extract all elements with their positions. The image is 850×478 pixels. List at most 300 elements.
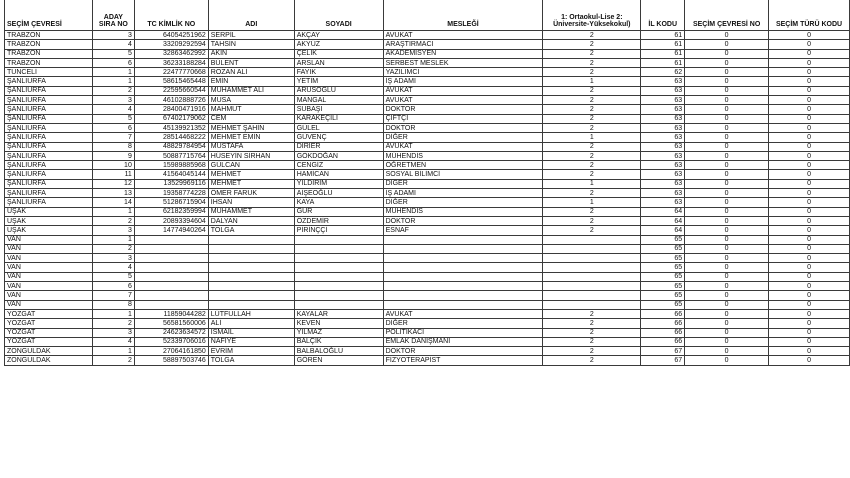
cell-ogrenim[interactable]: 2 [543, 68, 641, 77]
cell-secim-cevresi-no[interactable]: 0 [685, 151, 769, 160]
cell-aday-sira-no[interactable]: 3 [92, 328, 134, 337]
cell-secim-turu-kodu[interactable]: 0 [769, 207, 850, 216]
cell-aday-sira-no[interactable]: 11 [92, 170, 134, 179]
cell-adi[interactable]: MEHMET [208, 179, 294, 188]
header-secim-cevresi-no[interactable]: SEÇİM ÇEVRESİ NO [685, 0, 769, 31]
cell-tc-kimlik-no[interactable]: 67402179062 [134, 114, 208, 123]
cell-il-kodu[interactable]: 64 [641, 207, 685, 216]
cell-ogrenim[interactable]: 2 [543, 86, 641, 95]
cell-ogrenim[interactable] [543, 272, 641, 281]
cell-soyadi[interactable]: ARSLAN [294, 58, 383, 67]
cell-il-kodu[interactable]: 65 [641, 282, 685, 291]
cell-secim-cevresi[interactable]: TRABZON [5, 31, 93, 40]
cell-aday-sira-no[interactable]: 1 [92, 77, 134, 86]
cell-secim-cevresi[interactable]: VAN [5, 263, 93, 272]
cell-meslegi[interactable]: DİĞER [383, 179, 543, 188]
cell-secim-cevresi-no[interactable]: 0 [685, 263, 769, 272]
cell-secim-turu-kodu[interactable]: 0 [769, 86, 850, 95]
cell-secim-turu-kodu[interactable]: 0 [769, 319, 850, 328]
cell-il-kodu[interactable]: 65 [641, 291, 685, 300]
cell-aday-sira-no[interactable]: 1 [92, 347, 134, 356]
cell-secim-turu-kodu[interactable]: 0 [769, 170, 850, 179]
cell-adi[interactable] [208, 244, 294, 253]
cell-secim-cevresi-no[interactable]: 0 [685, 356, 769, 365]
cell-il-kodu[interactable]: 65 [641, 263, 685, 272]
cell-soyadi[interactable]: GÜVENÇ [294, 133, 383, 142]
cell-secim-cevresi[interactable]: YOZGAT [5, 328, 93, 337]
cell-secim-cevresi[interactable]: ŞANLIURFA [5, 105, 93, 114]
cell-aday-sira-no[interactable]: 4 [92, 337, 134, 346]
cell-il-kodu[interactable]: 67 [641, 356, 685, 365]
cell-soyadi[interactable] [294, 263, 383, 272]
cell-secim-cevresi-no[interactable]: 0 [685, 123, 769, 132]
cell-secim-cevresi-no[interactable]: 0 [685, 31, 769, 40]
cell-ogrenim[interactable] [543, 291, 641, 300]
cell-meslegi[interactable] [383, 282, 543, 291]
cell-aday-sira-no[interactable]: 5 [92, 49, 134, 58]
cell-il-kodu[interactable]: 67 [641, 347, 685, 356]
cell-secim-turu-kodu[interactable]: 0 [769, 68, 850, 77]
cell-tc-kimlik-no[interactable]: 62182359994 [134, 207, 208, 216]
cell-soyadi[interactable]: GÜR [294, 207, 383, 216]
cell-ogrenim[interactable]: 2 [543, 337, 641, 346]
cell-adi[interactable]: ÖMER FARUK [208, 189, 294, 198]
cell-adi[interactable]: SERPİL [208, 31, 294, 40]
cell-il-kodu[interactable]: 63 [641, 96, 685, 105]
cell-aday-sira-no[interactable]: 7 [92, 291, 134, 300]
cell-soyadi[interactable] [294, 244, 383, 253]
cell-meslegi[interactable]: DOKTOR [383, 123, 543, 132]
cell-il-kodu[interactable]: 65 [641, 244, 685, 253]
cell-ogrenim[interactable]: 1 [543, 198, 641, 207]
cell-ogrenim[interactable]: 2 [543, 105, 641, 114]
cell-adi[interactable]: MEHMET [208, 170, 294, 179]
cell-aday-sira-no[interactable]: 1 [92, 68, 134, 77]
cell-secim-cevresi[interactable]: ŞANLIURFA [5, 86, 93, 95]
cell-meslegi[interactable]: EMLAK DANIŞMANI [383, 337, 543, 346]
cell-il-kodu[interactable]: 65 [641, 254, 685, 263]
cell-ogrenim[interactable]: 2 [543, 216, 641, 225]
cell-ogrenim[interactable]: 1 [543, 179, 641, 188]
cell-aday-sira-no[interactable]: 1 [92, 207, 134, 216]
cell-aday-sira-no[interactable]: 6 [92, 282, 134, 291]
cell-secim-cevresi-no[interactable]: 0 [685, 198, 769, 207]
cell-tc-kimlik-no[interactable] [134, 282, 208, 291]
cell-meslegi[interactable] [383, 235, 543, 244]
cell-meslegi[interactable]: DOKTOR [383, 347, 543, 356]
cell-secim-turu-kodu[interactable]: 0 [769, 114, 850, 123]
cell-secim-cevresi-no[interactable]: 0 [685, 58, 769, 67]
cell-ogrenim[interactable]: 1 [543, 133, 641, 142]
cell-aday-sira-no[interactable]: 3 [92, 31, 134, 40]
cell-secim-cevresi[interactable]: ŞANLIURFA [5, 133, 93, 142]
cell-soyadi[interactable]: KARAKEÇİLİ [294, 114, 383, 123]
cell-adi[interactable]: GÜLCAN [208, 161, 294, 170]
cell-secim-cevresi[interactable]: YOZGAT [5, 319, 93, 328]
cell-soyadi[interactable]: AİŞEOĞLU [294, 189, 383, 198]
cell-adi[interactable]: MEHMET ŞAHİN [208, 123, 294, 132]
cell-il-kodu[interactable]: 63 [641, 105, 685, 114]
cell-soyadi[interactable] [294, 282, 383, 291]
cell-soyadi[interactable]: BALBALOĞLU [294, 347, 383, 356]
cell-aday-sira-no[interactable]: 5 [92, 114, 134, 123]
cell-adi[interactable]: MUHAMMET ALİ [208, 86, 294, 95]
cell-il-kodu[interactable]: 66 [641, 319, 685, 328]
cell-secim-turu-kodu[interactable]: 0 [769, 337, 850, 346]
cell-secim-turu-kodu[interactable]: 0 [769, 40, 850, 49]
cell-aday-sira-no[interactable]: 9 [92, 151, 134, 160]
cell-il-kodu[interactable]: 61 [641, 31, 685, 40]
cell-ogrenim[interactable]: 2 [543, 31, 641, 40]
cell-meslegi[interactable]: AVUKAT [383, 96, 543, 105]
cell-adi[interactable] [208, 254, 294, 263]
cell-secim-cevresi[interactable]: VAN [5, 244, 93, 253]
header-aday-sira-no[interactable]: ADAY SIRA NO [92, 0, 134, 31]
cell-tc-kimlik-no[interactable]: 64054251962 [134, 31, 208, 40]
cell-meslegi[interactable]: DOKTOR [383, 105, 543, 114]
cell-tc-kimlik-no[interactable]: 51286715904 [134, 198, 208, 207]
cell-adi[interactable]: MEHMET EMİN [208, 133, 294, 142]
cell-soyadi[interactable] [294, 254, 383, 263]
cell-secim-cevresi-no[interactable]: 0 [685, 77, 769, 86]
cell-secim-cevresi-no[interactable]: 0 [685, 105, 769, 114]
cell-soyadi[interactable]: HAMİCAN [294, 170, 383, 179]
cell-secim-cevresi-no[interactable]: 0 [685, 216, 769, 225]
cell-adi[interactable] [208, 282, 294, 291]
cell-secim-cevresi-no[interactable]: 0 [685, 328, 769, 337]
cell-meslegi[interactable]: AVUKAT [383, 31, 543, 40]
cell-soyadi[interactable]: YETİM [294, 77, 383, 86]
cell-aday-sira-no[interactable]: 2 [92, 244, 134, 253]
cell-soyadi[interactable]: ÇELİK [294, 49, 383, 58]
cell-ogrenim[interactable]: 2 [543, 207, 641, 216]
cell-tc-kimlik-no[interactable]: 28514468222 [134, 133, 208, 142]
cell-il-kodu[interactable]: 65 [641, 235, 685, 244]
cell-soyadi[interactable]: CENGİZ [294, 161, 383, 170]
cell-il-kodu[interactable]: 64 [641, 216, 685, 225]
cell-ogrenim[interactable] [543, 254, 641, 263]
cell-tc-kimlik-no[interactable]: 11859044282 [134, 309, 208, 318]
cell-secim-cevresi[interactable]: ŞANLIURFA [5, 161, 93, 170]
cell-secim-turu-kodu[interactable]: 0 [769, 142, 850, 151]
cell-meslegi[interactable]: AVUKAT [383, 142, 543, 151]
cell-adi[interactable]: CEM [208, 114, 294, 123]
cell-secim-cevresi-no[interactable]: 0 [685, 282, 769, 291]
header-soyadi[interactable]: SOYADI [294, 0, 383, 31]
cell-secim-cevresi-no[interactable]: 0 [685, 189, 769, 198]
cell-tc-kimlik-no[interactable]: 22477770668 [134, 68, 208, 77]
cell-secim-cevresi-no[interactable]: 0 [685, 300, 769, 309]
cell-tc-kimlik-no[interactable]: 56581560006 [134, 319, 208, 328]
cell-secim-cevresi-no[interactable]: 0 [685, 68, 769, 77]
cell-adi[interactable]: TAHSİN [208, 40, 294, 49]
cell-secim-turu-kodu[interactable]: 0 [769, 198, 850, 207]
cell-secim-turu-kodu[interactable]: 0 [769, 235, 850, 244]
cell-soyadi[interactable] [294, 291, 383, 300]
cell-tc-kimlik-no[interactable]: 52339706016 [134, 337, 208, 346]
cell-secim-cevresi-no[interactable]: 0 [685, 161, 769, 170]
cell-tc-kimlik-no[interactable] [134, 291, 208, 300]
cell-meslegi[interactable]: İŞ ADAMI [383, 189, 543, 198]
cell-secim-cevresi[interactable]: VAN [5, 300, 93, 309]
cell-il-kodu[interactable]: 66 [641, 328, 685, 337]
cell-secim-cevresi[interactable]: YOZGAT [5, 337, 93, 346]
cell-secim-turu-kodu[interactable]: 0 [769, 133, 850, 142]
cell-il-kodu[interactable]: 63 [641, 198, 685, 207]
cell-soyadi[interactable]: YILMAZ [294, 328, 383, 337]
cell-secim-turu-kodu[interactable]: 0 [769, 244, 850, 253]
cell-aday-sira-no[interactable]: 8 [92, 142, 134, 151]
cell-soyadi[interactable] [294, 300, 383, 309]
cell-soyadi[interactable]: GÖREN [294, 356, 383, 365]
cell-aday-sira-no[interactable]: 10 [92, 161, 134, 170]
cell-meslegi[interactable]: AVUKAT [383, 309, 543, 318]
cell-tc-kimlik-no[interactable]: 50887715764 [134, 151, 208, 160]
cell-tc-kimlik-no[interactable]: 58897503746 [134, 356, 208, 365]
cell-aday-sira-no[interactable]: 2 [92, 216, 134, 225]
cell-secim-cevresi-no[interactable]: 0 [685, 347, 769, 356]
cell-adi[interactable]: ALİ [208, 319, 294, 328]
cell-il-kodu[interactable]: 63 [641, 142, 685, 151]
cell-secim-turu-kodu[interactable]: 0 [769, 226, 850, 235]
cell-adi[interactable]: MUSA [208, 96, 294, 105]
cell-tc-kimlik-no[interactable]: 27064161850 [134, 347, 208, 356]
cell-meslegi[interactable]: DİĞER [383, 133, 543, 142]
cell-secim-cevresi-no[interactable]: 0 [685, 207, 769, 216]
cell-secim-cevresi[interactable]: YOZGAT [5, 309, 93, 318]
cell-tc-kimlik-no[interactable]: 41564045144 [134, 170, 208, 179]
cell-ogrenim[interactable]: 2 [543, 319, 641, 328]
cell-il-kodu[interactable]: 63 [641, 179, 685, 188]
cell-adi[interactable] [208, 291, 294, 300]
cell-secim-cevresi-no[interactable]: 0 [685, 96, 769, 105]
cell-meslegi[interactable]: SOSYAL BİLİMCİ [383, 170, 543, 179]
cell-secim-turu-kodu[interactable]: 0 [769, 347, 850, 356]
cell-secim-cevresi[interactable]: ŞANLIURFA [5, 170, 93, 179]
cell-adi[interactable]: MAHMUT [208, 105, 294, 114]
cell-ogrenim[interactable]: 2 [543, 123, 641, 132]
cell-adi[interactable]: EVRİM [208, 347, 294, 356]
cell-tc-kimlik-no[interactable] [134, 235, 208, 244]
cell-meslegi[interactable] [383, 300, 543, 309]
cell-meslegi[interactable]: MÜHENDİS [383, 207, 543, 216]
cell-ogrenim[interactable] [543, 235, 641, 244]
cell-secim-turu-kodu[interactable]: 0 [769, 263, 850, 272]
cell-tc-kimlik-no[interactable] [134, 300, 208, 309]
cell-aday-sira-no[interactable]: 8 [92, 300, 134, 309]
cell-soyadi[interactable]: YILDIRIM [294, 179, 383, 188]
cell-tc-kimlik-no[interactable]: 32863462992 [134, 49, 208, 58]
cell-aday-sira-no[interactable]: 4 [92, 40, 134, 49]
cell-ogrenim[interactable]: 2 [543, 356, 641, 365]
cell-tc-kimlik-no[interactable] [134, 272, 208, 281]
cell-secim-cevresi[interactable]: VAN [5, 254, 93, 263]
cell-ogrenim[interactable]: 2 [543, 161, 641, 170]
cell-il-kodu[interactable]: 66 [641, 337, 685, 346]
cell-il-kodu[interactable]: 63 [641, 86, 685, 95]
cell-ogrenim[interactable]: 2 [543, 189, 641, 198]
header-adi[interactable]: ADI [208, 0, 294, 31]
cell-secim-turu-kodu[interactable]: 0 [769, 105, 850, 114]
cell-tc-kimlik-no[interactable]: 58615465448 [134, 77, 208, 86]
cell-secim-cevresi[interactable]: ŞANLIURFA [5, 142, 93, 151]
cell-aday-sira-no[interactable]: 4 [92, 263, 134, 272]
cell-tc-kimlik-no[interactable]: 20893394604 [134, 216, 208, 225]
cell-aday-sira-no[interactable]: 2 [92, 319, 134, 328]
cell-aday-sira-no[interactable]: 12 [92, 179, 134, 188]
cell-ogrenim[interactable]: 2 [543, 40, 641, 49]
cell-secim-cevresi-no[interactable]: 0 [685, 49, 769, 58]
cell-secim-cevresi[interactable]: ŞANLIURFA [5, 114, 93, 123]
cell-soyadi[interactable]: FAYIK [294, 68, 383, 77]
cell-tc-kimlik-no[interactable]: 19358774228 [134, 189, 208, 198]
cell-soyadi[interactable]: GÜLEL [294, 123, 383, 132]
cell-soyadi[interactable]: BALÇIK [294, 337, 383, 346]
cell-secim-cevresi[interactable]: ŞANLIURFA [5, 77, 93, 86]
cell-ogrenim[interactable] [543, 282, 641, 291]
cell-secim-cevresi[interactable]: UŞAK [5, 216, 93, 225]
cell-aday-sira-no[interactable]: 6 [92, 123, 134, 132]
cell-soyadi[interactable]: KAYA [294, 198, 383, 207]
cell-ogrenim[interactable]: 1 [543, 77, 641, 86]
cell-aday-sira-no[interactable]: 5 [92, 272, 134, 281]
cell-meslegi[interactable] [383, 263, 543, 272]
cell-adi[interactable] [208, 300, 294, 309]
cell-secim-cevresi[interactable]: TUNCELİ [5, 68, 93, 77]
header-secim-turu-kodu[interactable]: SEÇİM TÜRÜ KODU [769, 0, 850, 31]
cell-meslegi[interactable]: FİZYOTERAPİST [383, 356, 543, 365]
cell-secim-turu-kodu[interactable]: 0 [769, 161, 850, 170]
cell-adi[interactable]: MUSTAFA [208, 142, 294, 151]
cell-adi[interactable]: TOLGA [208, 226, 294, 235]
cell-secim-turu-kodu[interactable]: 0 [769, 58, 850, 67]
cell-il-kodu[interactable]: 65 [641, 272, 685, 281]
cell-secim-cevresi[interactable]: ZONGULDAK [5, 347, 93, 356]
cell-tc-kimlik-no[interactable]: 48829784954 [134, 142, 208, 151]
cell-meslegi[interactable]: İŞ ADAMI [383, 77, 543, 86]
cell-meslegi[interactable]: DOKTOR [383, 216, 543, 225]
cell-il-kodu[interactable]: 61 [641, 58, 685, 67]
cell-secim-cevresi[interactable]: VAN [5, 272, 93, 281]
cell-meslegi[interactable]: ESNAF [383, 226, 543, 235]
cell-il-kodu[interactable]: 63 [641, 189, 685, 198]
cell-soyadi[interactable]: KAYALAR [294, 309, 383, 318]
cell-il-kodu[interactable]: 62 [641, 68, 685, 77]
cell-secim-cevresi[interactable]: VAN [5, 282, 93, 291]
cell-il-kodu[interactable]: 63 [641, 170, 685, 179]
cell-secim-turu-kodu[interactable]: 0 [769, 77, 850, 86]
cell-secim-turu-kodu[interactable]: 0 [769, 291, 850, 300]
cell-adi[interactable]: LÜTFULLAH [208, 309, 294, 318]
cell-aday-sira-no[interactable]: 3 [92, 226, 134, 235]
cell-soyadi[interactable]: GÖKDOĞAN [294, 151, 383, 160]
cell-soyadi[interactable]: MANGAL [294, 96, 383, 105]
cell-il-kodu[interactable]: 63 [641, 151, 685, 160]
cell-aday-sira-no[interactable]: 2 [92, 356, 134, 365]
cell-meslegi[interactable]: YAZILIMCI [383, 68, 543, 77]
cell-tc-kimlik-no[interactable]: 33209292594 [134, 40, 208, 49]
cell-il-kodu[interactable]: 61 [641, 49, 685, 58]
cell-secim-cevresi-no[interactable]: 0 [685, 86, 769, 95]
cell-aday-sira-no[interactable]: 1 [92, 309, 134, 318]
cell-secim-cevresi-no[interactable]: 0 [685, 309, 769, 318]
cell-adi[interactable]: AKIN [208, 49, 294, 58]
cell-tc-kimlik-no[interactable] [134, 263, 208, 272]
cell-secim-cevresi-no[interactable]: 0 [685, 254, 769, 263]
cell-soyadi[interactable]: PİRİNÇÇİ [294, 226, 383, 235]
cell-secim-cevresi-no[interactable]: 0 [685, 337, 769, 346]
cell-il-kodu[interactable]: 63 [641, 161, 685, 170]
cell-aday-sira-no[interactable]: 3 [92, 96, 134, 105]
cell-secim-cevresi[interactable]: TRABZON [5, 49, 93, 58]
cell-adi[interactable] [208, 272, 294, 281]
cell-tc-kimlik-no[interactable] [134, 244, 208, 253]
cell-soyadi[interactable]: AKYÜZ [294, 40, 383, 49]
cell-adi[interactable]: ROZAN ALİ [208, 68, 294, 77]
cell-aday-sira-no[interactable]: 4 [92, 105, 134, 114]
cell-secim-cevresi[interactable]: ŞANLIURFA [5, 198, 93, 207]
cell-soyadi[interactable]: ÖZDEMİR [294, 216, 383, 225]
cell-tc-kimlik-no[interactable]: 45139921352 [134, 123, 208, 132]
cell-secim-cevresi-no[interactable]: 0 [685, 226, 769, 235]
cell-secim-cevresi-no[interactable]: 0 [685, 170, 769, 179]
cell-secim-turu-kodu[interactable]: 0 [769, 31, 850, 40]
cell-adi[interactable]: İHSAN [208, 198, 294, 207]
cell-secim-cevresi[interactable]: UŞAK [5, 207, 93, 216]
cell-adi[interactable]: HÜSEYİN SİRHAN [208, 151, 294, 160]
cell-secim-cevresi[interactable]: ŞANLIURFA [5, 189, 93, 198]
header-il-kodu[interactable]: İL KODU [641, 0, 685, 31]
cell-secim-turu-kodu[interactable]: 0 [769, 151, 850, 160]
cell-soyadi[interactable]: KEVEN [294, 319, 383, 328]
cell-tc-kimlik-no[interactable]: 28400471916 [134, 105, 208, 114]
cell-secim-turu-kodu[interactable]: 0 [769, 282, 850, 291]
cell-il-kodu[interactable]: 63 [641, 114, 685, 123]
cell-il-kodu[interactable]: 61 [641, 40, 685, 49]
cell-meslegi[interactable] [383, 254, 543, 263]
cell-secim-cevresi[interactable]: VAN [5, 291, 93, 300]
cell-adi[interactable]: TOLGA [208, 356, 294, 365]
cell-il-kodu[interactable]: 66 [641, 309, 685, 318]
cell-meslegi[interactable]: ÇİFTÇİ [383, 114, 543, 123]
cell-soyadi[interactable]: DİRİER [294, 142, 383, 151]
cell-ogrenim[interactable]: 2 [543, 49, 641, 58]
cell-il-kodu[interactable]: 63 [641, 123, 685, 132]
cell-tc-kimlik-no[interactable]: 36233188284 [134, 58, 208, 67]
cell-il-kodu[interactable]: 63 [641, 77, 685, 86]
cell-secim-turu-kodu[interactable]: 0 [769, 309, 850, 318]
cell-tc-kimlik-no[interactable]: 15989885968 [134, 161, 208, 170]
cell-secim-turu-kodu[interactable]: 0 [769, 328, 850, 337]
cell-ogrenim[interactable]: 2 [543, 170, 641, 179]
cell-secim-cevresi[interactable]: ŞANLIURFA [5, 151, 93, 160]
cell-meslegi[interactable]: DİĞER [383, 198, 543, 207]
cell-ogrenim[interactable]: 2 [543, 151, 641, 160]
header-meslegi[interactable]: MESLEĞİ [383, 0, 543, 31]
cell-ogrenim[interactable]: 2 [543, 328, 641, 337]
cell-meslegi[interactable]: POLİTİKACI [383, 328, 543, 337]
cell-ogrenim[interactable]: 2 [543, 114, 641, 123]
cell-adi[interactable]: EMİN [208, 77, 294, 86]
cell-aday-sira-no[interactable]: 7 [92, 133, 134, 142]
cell-adi[interactable] [208, 235, 294, 244]
cell-meslegi[interactable] [383, 272, 543, 281]
cell-meslegi[interactable]: SERBEST MESLEK [383, 58, 543, 67]
cell-meslegi[interactable]: AKADEMİSYEN [383, 49, 543, 58]
cell-secim-cevresi[interactable]: TRABZON [5, 58, 93, 67]
cell-secim-cevresi-no[interactable]: 0 [685, 272, 769, 281]
cell-secim-cevresi-no[interactable]: 0 [685, 179, 769, 188]
